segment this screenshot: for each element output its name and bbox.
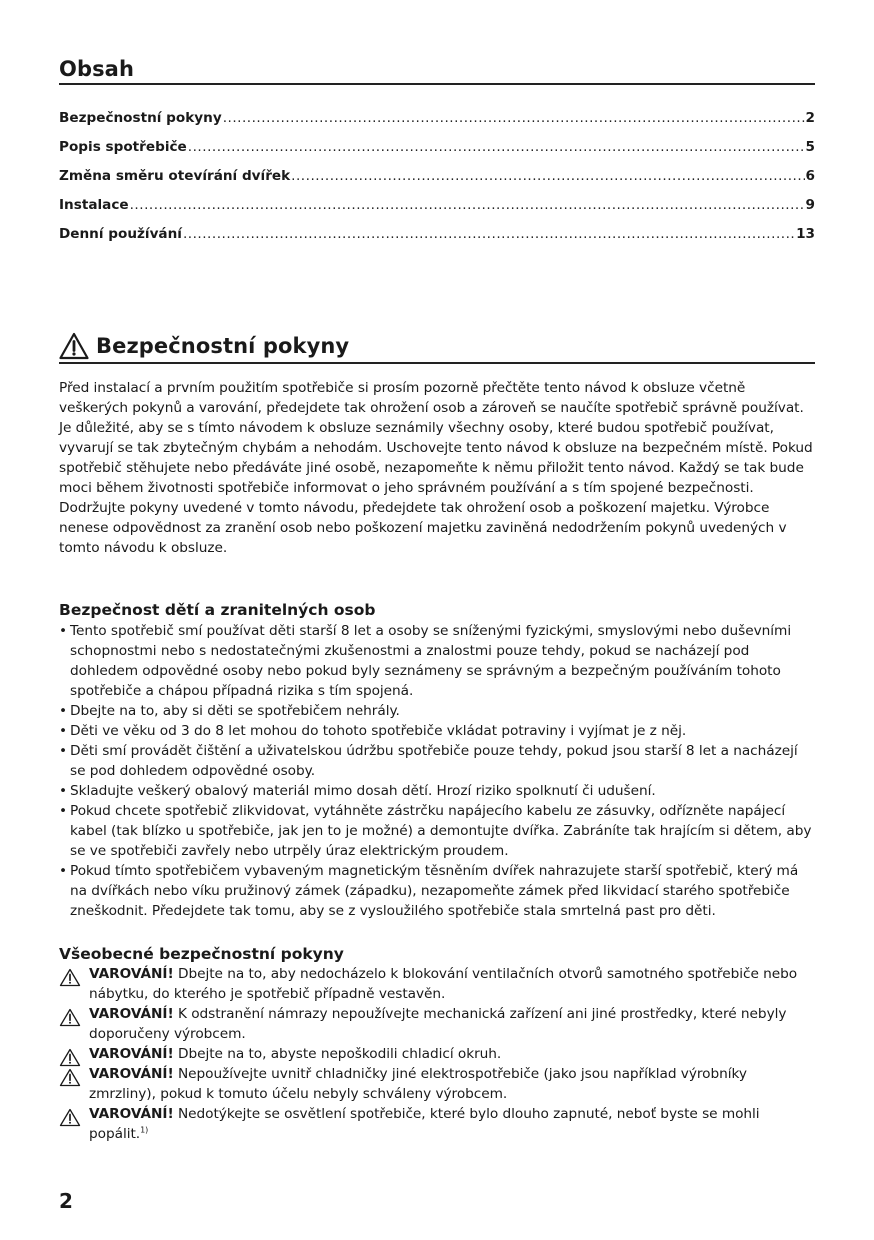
warning-item xyxy=(59,964,815,1004)
warning-text: Nedotýkejte se osvětlení spotřebiče, které bylo dlouho zapnuté, neboť byste se mohli popálit. xyxy=(89,1106,760,1142)
page-number: 2 xyxy=(59,1189,73,1213)
warning-label: VAROVÁNÍ! xyxy=(89,966,174,982)
warning-text: Dbejte na to, abyste nepoškodili chladicí okruh. xyxy=(173,1046,502,1062)
toc-entry-label: Změna směru otevírání dvířek xyxy=(59,168,291,184)
warning-triangle-icon xyxy=(59,968,81,987)
toc-entry[interactable] xyxy=(59,168,815,197)
toc-entry[interactable] xyxy=(59,139,815,168)
children-safety-section xyxy=(59,600,815,921)
warning-triangle-icon xyxy=(59,1068,81,1087)
safety-heading xyxy=(59,331,815,361)
toc-leader-dots xyxy=(291,168,804,184)
toc-entry-label: Bezpečnostní pokyny xyxy=(59,110,222,126)
warning-triangle-icon xyxy=(59,1108,81,1127)
warning-label: VAROVÁNÍ! xyxy=(89,1006,174,1022)
children-safety-title: Bezpečnost dětí a zranitelných osob xyxy=(59,601,376,619)
safety-divider xyxy=(59,362,815,364)
bullet-item: • Dbejte na to, aby si děti se spotřebičem nehrály. xyxy=(59,701,815,721)
toc-entry-label: Instalace xyxy=(59,197,129,213)
toc-entry-page: 5 xyxy=(805,139,815,155)
warning-text: Nepoužívejte uvnitř chladničky jiné elektrospotřebiče (jako jsou například výrobníky zmrzliny), pokud k tomuto účelu nebyly schváleny výrobcem. xyxy=(89,1066,747,1102)
warning-item xyxy=(59,1004,815,1044)
warning-label: VAROVÁNÍ! xyxy=(89,1106,174,1122)
intro-paragraph: Dodržujte pokyny uvedené v tomto návodu, předejdete tak ohrožení osob a poškození majetku. Výrobce nenese odpovědnost za zranění osob nebo poškození majetku zaviněná nedodržením pokynů uvedených v tomto návodu k obsluze. xyxy=(59,500,787,556)
toc-entry[interactable] xyxy=(59,110,815,139)
children-safety-list xyxy=(59,621,815,921)
toc-entry[interactable] xyxy=(59,197,815,226)
general-safety-title: Všeobecné bezpečnostní pokyny xyxy=(59,945,344,963)
warning-item xyxy=(59,1064,815,1104)
bullet-item: • Skladujte veškerý obalový materiál mimo dosah dětí. Hrozí riziko spolknutí či udušení. xyxy=(59,781,815,801)
toc-title: Obsah xyxy=(59,57,135,81)
toc-entry-page: 6 xyxy=(805,168,815,184)
warning-item xyxy=(59,1044,815,1064)
toc-entry-page: 13 xyxy=(796,226,815,242)
bullet-item: • Děti ve věku od 3 do 8 let mohou do tohoto spotřebiče vkládat potraviny i vyjímat je z něj. xyxy=(59,721,815,741)
toc-leader-dots xyxy=(130,197,805,213)
warning-label: VAROVÁNÍ! xyxy=(89,1046,174,1062)
warning-triangle-icon xyxy=(59,332,89,360)
bullet-item: • Tento spotřebič smí používat děti starší 8 let a osoby se sníženými fyzickými, smyslovými nebo duševními schopnostmi nebo s nedostatečnými zkušenostmi a znalostmi pouze tehdy, pokud se nacházejí pod dohledem odpovědné osoby nebo pokud byly seznámeny se správným a bezpečným používáním tohoto spotřebiče a chápou případná rizika s tím spojená. xyxy=(59,621,815,701)
toc-list xyxy=(59,110,815,255)
toc-entry-page: 2 xyxy=(805,110,815,126)
toc-entry-label: Popis spotřebiče xyxy=(59,139,187,155)
safety-title: Bezpečnostní pokyny xyxy=(96,334,350,358)
warning-text: Dbejte na to, aby nedocházelo k blokování ventilačních otvorů samotného spotřebiče nebo nábytku, do kterého je spotřebič případně vestavěn. xyxy=(89,966,798,1002)
toc-leader-dots xyxy=(183,226,795,242)
general-safety-list xyxy=(59,964,815,1144)
toc-divider xyxy=(59,83,815,85)
toc-leader-dots xyxy=(223,110,805,126)
bullet-item: • Pokud chcete spotřebič zlikvidovat, vytáhněte zástrčku napájecího kabelu ze zásuvky, odřízněte napájecí kabel (tak blízko u spotřebiče, jak jen to je možné) a demontujte dvířka. Zabráníte tak hrajícím si dětem, aby se ve spotřebiči zavřely nebo utrpěly úraz elektrickým proudem. xyxy=(59,801,815,861)
general-safety-section xyxy=(59,944,815,1144)
toc-entry-page: 9 xyxy=(805,197,815,213)
warning-item xyxy=(59,1104,815,1144)
footnote-marker: 1) xyxy=(140,1125,149,1135)
intro-paragraph: Před instalací a prvním použitím spotřebiče si prosím pozorně přečtěte tento návod k obsluze včetně veškerých pokynů a varování, předejdete tak ohrožení osob a zároveň se naučíte spotřebič správně používat. Je důležité, aby se s tímto návodem k obsluze seznámily všechny osoby, které budou spotřebič používat, vyvarují se tak zbytečným chybám a nehodám. Uschovejte tento návod k obsluze na bezpečném místě. Pokud spotřebič stěhujete nebo předáváte jiné osobě, nezapomeňte k němu přiložit tento návod. Každý se tak bude moci během životnosti spotřebiče informovat o jeho správném používání a s tím spojené bezpečnosti. xyxy=(59,380,813,496)
toc-entry[interactable] xyxy=(59,226,815,255)
warning-label: VAROVÁNÍ! xyxy=(89,1066,174,1082)
toc-leader-dots xyxy=(188,139,805,155)
safety-intro xyxy=(59,378,815,558)
warning-triangle-icon xyxy=(59,1008,81,1027)
bullet-item: • Pokud tímto spotřebičem vybaveným magnetickým těsněním dvířek nahrazujete starší spotřebič, který má na dvířkách nebo víku pružinový zámek (západku), nezapomeňte zámek před likvidací starého spotřebiče zneškodnit. Předejdete tak tomu, aby se z vysloužilého spotřebiče stala smrtelná past pro děti. xyxy=(59,861,815,921)
toc-entry-label: Denní používání xyxy=(59,226,182,242)
bullet-item: • Děti smí provádět čištění a uživatelskou údržbu spotřebiče pouze tehdy, pokud jsou starší 8 let a nacházejí se pod dohledem odpovědné osoby. xyxy=(59,741,815,781)
warning-text: K odstranění námrazy nepoužívejte mechanická zařízení ani jiné prostředky, které nebyly doporučeny výrobcem. xyxy=(89,1006,787,1042)
